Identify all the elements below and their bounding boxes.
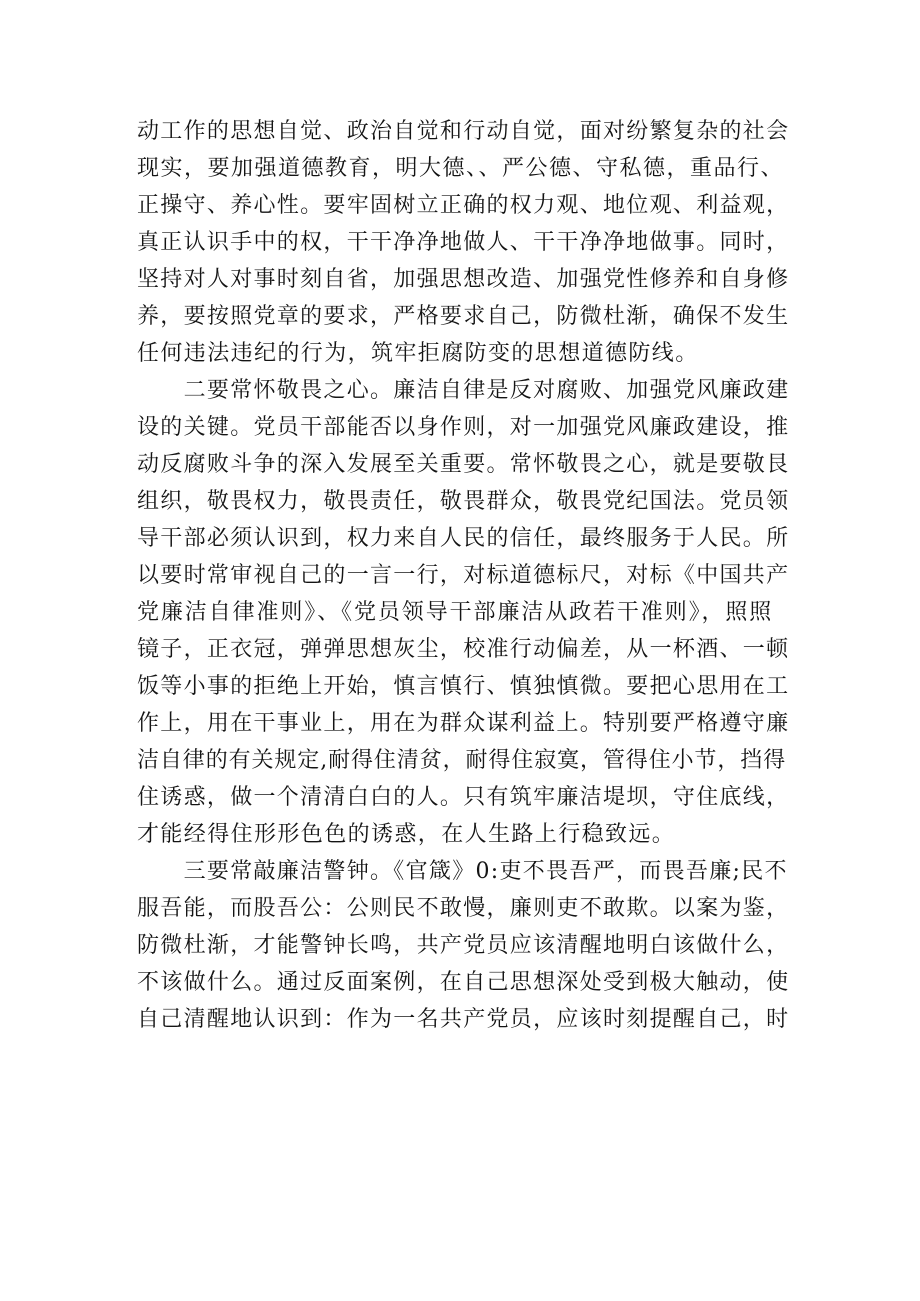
text-line: 正操守、养心性。要牢固树立正确的权力观、地位观、利益观， xyxy=(137,193,790,218)
document-body xyxy=(137,113,790,1038)
text-line: 自己清醒地认识到：作为一名共产党员，应该时刻提醒自己，时 xyxy=(137,1007,790,1032)
text-line: 现实，要加强道德教育，明大德、、严公德、守私德，重品行、 xyxy=(137,156,785,181)
text-line: 设的关键。党员干部能否以身作则，对一加强党风廉政建设，推 xyxy=(137,415,790,440)
text-line: 三要常敲廉洁警钟。《官箴》0:吏不畏吾严，而畏吾廉;民不 xyxy=(137,859,788,884)
text-line: 镜子，正衣冠，弹弹思想灰尘，校准行动偏差，从一杯酒、一顿 xyxy=(137,637,790,662)
text-line: 动工作的思想自觉、政治自觉和行动自觉，面对纷繁复杂的社会 xyxy=(137,119,790,144)
text-line: 真正认识手中的权，干干净净地做人、干干净净地做事。同时， xyxy=(137,230,790,255)
text-line: 动反腐败斗争的深入发展至关重要。常怀敬畏之心，就是要敬艮 xyxy=(137,452,790,477)
text-line: 党廉洁自律准则》、《党员领导干部廉洁从政若干准则》，照照 xyxy=(137,600,774,625)
text-line: 洁自律的有关规定,耐得住清贫，耐得住寂寞，管得住小节，挡得 xyxy=(137,748,787,773)
text-line: 才能经得住形形色色的诱惑，在人生路上行稳致远。 xyxy=(137,822,676,847)
text-line: 导干部必须认识到，权力来自人民的信任，最终服务于人民。所 xyxy=(137,526,790,551)
text-line: 组织，敬畏权力，敬畏责任，敬畏群众，敬畏党纪国法。党员领 xyxy=(137,489,790,514)
text-line: 住诱惑，做一个清清白白的人。只有筑牢廉洁堤坝，守住底线， xyxy=(137,785,790,810)
text-line: 坚持对人对事时刻自省，加强思想改造、加强党性修养和自身修 xyxy=(137,267,790,292)
paragraph-1 xyxy=(137,113,790,372)
text-line: 饭等小事的拒绝上开始，慎言慎行、慎独慎微。要把心思用在工 xyxy=(137,674,790,699)
text-line: 防微杜渐，才能警钟长鸣，共产党员应该清醒地明白该做什么， xyxy=(137,933,790,958)
text-line: 二要常怀敬畏之心。廉洁自律是反对腐败、加强党风廉政建 xyxy=(137,378,790,403)
text-line: 养，要按照党章的要求，严格要求自己，防微杜渐，确保不发生 xyxy=(137,304,790,329)
text-line: 作上，用在干事业上，用在为群众谋利益上。特别要严格遵守廉 xyxy=(137,711,790,736)
text-line: 以要时常审视自己的一言一行，对标道德标尺，对标《中国共产 xyxy=(137,563,790,588)
text-line: 服吾能，而股吾公：公则民不敢慢，廉则吏不敢欺。以案为鉴， xyxy=(137,896,790,921)
text-line: 不该做什么。通过反面案例，在自己思想深处受到极大触动，使 xyxy=(137,970,790,995)
paragraph-2 xyxy=(137,372,790,853)
paragraph-3 xyxy=(137,853,790,1038)
text-line: 任何违法违纪的行为，筑牢拒腐防变的思想道德防线。 xyxy=(137,341,699,366)
